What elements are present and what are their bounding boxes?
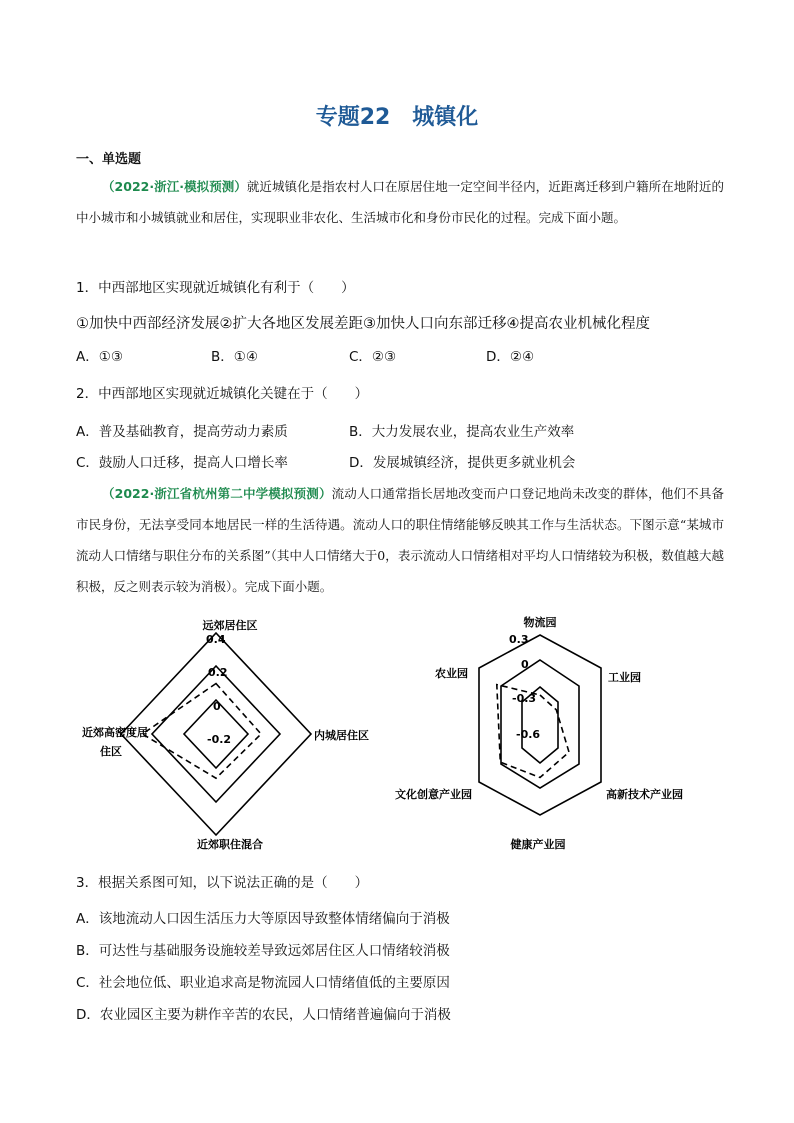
q3-option-b[interactable]: B．可达性与基础服务设施较差导致远郊居住区人口情绪较消极 xyxy=(76,943,450,959)
question-1-items: ①加快中西部经济发展②扩大各地区发展差距③加快人口向东部迁移④提高农业机械化程度 xyxy=(76,316,650,332)
q1-option-b[interactable]: B．①④ xyxy=(211,349,258,365)
radar2-axis-label-0: 物流园 xyxy=(523,616,557,629)
radar2-tick-3: -0.6 xyxy=(516,728,541,741)
q2-option-c[interactable]: C．鼓励人口迁移，提高人口增长率 xyxy=(76,455,288,471)
passage-1 xyxy=(76,171,724,233)
radar2-axis-label-1: 工业园 xyxy=(608,671,641,684)
radar1-tick-2: 0 xyxy=(213,700,221,713)
radar1-axis-label-2: 近郊职住混合 xyxy=(197,838,263,851)
radar2-ring-middle xyxy=(501,660,579,788)
radar1-axis-label-3: 近郊高密度居 xyxy=(82,726,148,739)
passage-1-source: （2022·浙江·模拟预测） xyxy=(102,179,247,194)
radar2-axis-label-4: 文化创意产业园 xyxy=(395,788,472,801)
q3-option-a[interactable]: A．该地流动人口因生活压力大等原因导致整体情绪偏向于消极 xyxy=(76,911,450,927)
radar2-axis-label-5: 农业园 xyxy=(435,667,468,680)
radar-chart-residential xyxy=(70,608,390,856)
passage-1-text: 就近城镇化是指农村人口在原居住地一定空间半径内，近距离迁移到户籍所在地附近的中小城市和小城镇就业和居住，实现职业非农化、生活城市化和身份市民化的过程。完成下面小题。 xyxy=(76,179,724,225)
radar2-tick-0: 0.3 xyxy=(509,633,529,646)
radar2-tick-1: 0 xyxy=(521,658,529,671)
passage-2-source: （2022·浙江省杭州第二中学模拟预测） xyxy=(102,486,332,501)
radar1-series-line xyxy=(142,684,261,779)
radar1-axis-label-1: 内城居住区 xyxy=(314,729,369,742)
radar2-axis-label-3: 健康产业园 xyxy=(510,838,566,851)
question-2-stem: 2．中西部地区实现就近城镇化关键在于（ ） xyxy=(76,386,369,402)
radar1-tick-3: -0.2 xyxy=(207,733,232,746)
radar2-axis-label-2: 高新技术产业园 xyxy=(606,788,683,801)
radar1-axis-label-3b: 住区 xyxy=(100,745,122,758)
q1-option-a[interactable]: A．①③ xyxy=(76,349,123,365)
passage-2 xyxy=(76,478,724,602)
passage-2-text: 流动人口通常指长居地改变而户口登记地尚未改变的群体，他们不具备市民身份，无法享受同本地居民一样的生活待遇。流动人口的职住情绪能够反映其工作与生活状态。下图示意“某城市流动人口情绪与职住分布的关系图”（其中人口情绪大于0，表示流动人口情绪相对平均人口情绪较为积极，数值越大越积极，反之则表示较为消极）。完成下面小题。 xyxy=(76,486,724,594)
q3-option-c[interactable]: C．社会地位低、职业追求高是物流园人口情绪值低的主要原因 xyxy=(76,975,450,991)
q2-option-d[interactable]: D．发展城镇经济，提供更多就业机会 xyxy=(349,455,576,471)
q2-option-b[interactable]: B．大力发展农业，提高农业生产效率 xyxy=(349,424,575,440)
radar1-axis-label-0: 远郊居住区 xyxy=(202,619,258,632)
question-3-stem: 3．根据关系图可知，以下说法正确的是（ ） xyxy=(76,875,369,891)
q2-option-a[interactable]: A．普及基础教育，提高劳动力素质 xyxy=(76,424,288,440)
radar-chart-workplace xyxy=(388,608,700,858)
radar1-tick-1: 0.2 xyxy=(208,666,228,679)
q3-option-d[interactable]: D．农业园区主要为耕作辛苦的农民，人口情绪普遍偏向于消极 xyxy=(76,1007,451,1023)
radar2-tick-2: -0.3 xyxy=(512,692,537,705)
question-1-stem: 1．中西部地区实现就近城镇化有利于（ ） xyxy=(76,280,355,296)
q1-option-c[interactable]: C．②③ xyxy=(349,349,397,365)
q1-option-d[interactable]: D．②④ xyxy=(486,349,535,365)
radar1-tick-0: 0.4 xyxy=(206,633,226,646)
section-heading: 一、单选题 xyxy=(76,152,142,167)
page-title: 专题22 城镇化 xyxy=(315,105,479,130)
